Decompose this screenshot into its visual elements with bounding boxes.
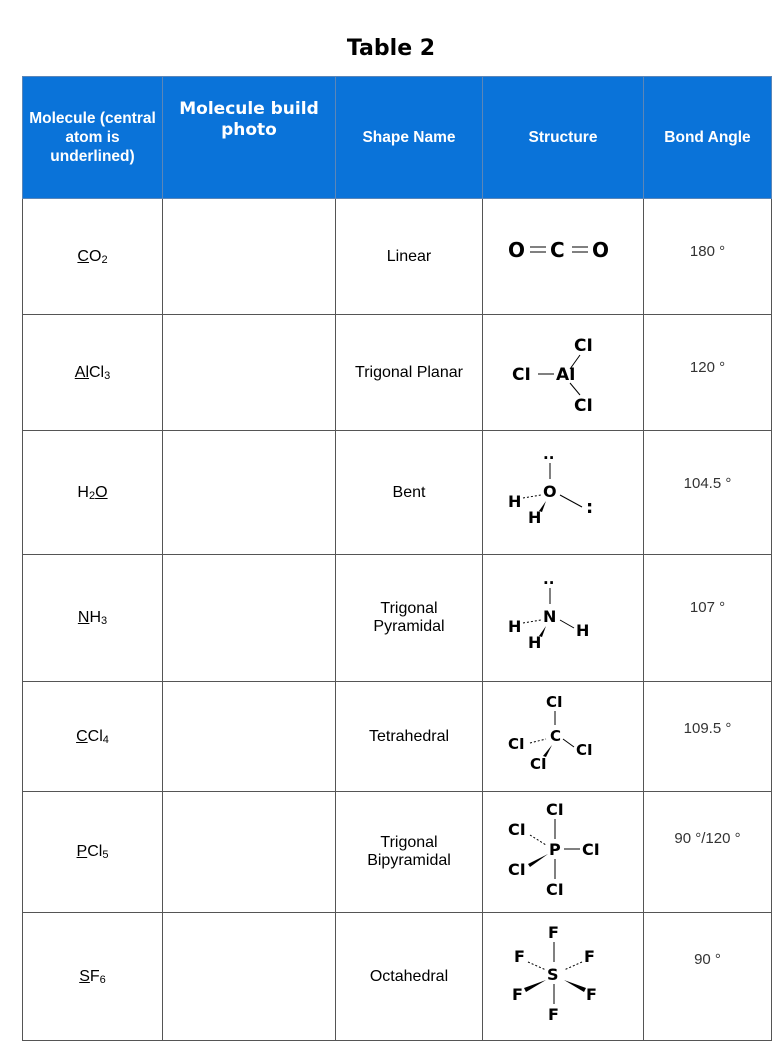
svg-text:F: F [548, 1004, 559, 1024]
molecule-cell: $CO_2$ [23, 199, 163, 315]
svg-text:CI: CI [508, 860, 526, 879]
photo-cell[interactable] [163, 555, 336, 682]
angle-cell: 109.5 ° [644, 682, 772, 792]
svg-text:H: H [508, 617, 522, 636]
header-angle: Bond Angle [644, 77, 772, 199]
angle-cell: 90 °/120 ° [644, 792, 772, 913]
ccl4-structure [488, 689, 638, 785]
sf6-structure [488, 920, 638, 1034]
table-row [23, 913, 772, 1041]
photo-cell[interactable] [163, 792, 336, 913]
svg-text:H: H [576, 621, 590, 640]
svg-text:CI: CI [574, 335, 593, 356]
table-row [23, 792, 772, 913]
table-title: Table 2 [346, 36, 436, 61]
svg-text:O: O [592, 237, 610, 262]
svg-text:CI: CI [546, 880, 564, 899]
svg-text:CI: CI [574, 395, 593, 416]
structure-cell [483, 913, 644, 1041]
co2-structure [488, 227, 638, 287]
structure-cell [483, 555, 644, 682]
svg-text:F: F [512, 984, 523, 1004]
svg-text:CI: CI [508, 734, 525, 753]
table-row [23, 431, 772, 555]
angle-cell: 120 ° [644, 315, 772, 431]
table-row [23, 682, 772, 792]
shape-cell: Trigonal Pyramidal [336, 555, 483, 682]
header-shape: Shape Name [336, 77, 483, 199]
structure-cell [483, 682, 644, 792]
header-molecule: Molecule (central atom is underlined) [23, 77, 163, 199]
svg-text:CI: CI [508, 820, 526, 839]
shape-cell: Bent [336, 431, 483, 555]
photo-cell[interactable] [163, 199, 336, 315]
molecule-cell: $NH_3$ [23, 555, 163, 682]
svg-text:N: N [543, 607, 557, 626]
angle-cell: 90 ° [644, 913, 772, 1041]
shape-cell: Octahedral [336, 913, 483, 1041]
svg-text:F: F [586, 984, 597, 1004]
shape-cell: Trigonal Planar [336, 315, 483, 431]
table-row [23, 555, 772, 682]
h2o-structure [488, 443, 638, 543]
svg-text:F: F [514, 946, 525, 966]
svg-text:..: .. [543, 444, 555, 463]
header-photo: Molecule build photo [163, 77, 336, 199]
svg-text:CI: CI [546, 692, 563, 711]
svg-text:CI: CI [530, 754, 547, 773]
nh3-structure [488, 568, 638, 668]
svg-text:P: P [549, 840, 561, 859]
svg-text:S: S [547, 964, 559, 984]
svg-text:C: C [550, 726, 562, 745]
table-row [23, 315, 772, 431]
svg-text:O: O [543, 481, 557, 501]
svg-text:F: F [548, 922, 559, 942]
svg-text:CI: CI [546, 800, 564, 819]
angle-cell: 104.5 ° [644, 431, 772, 555]
photo-cell[interactable] [163, 315, 336, 431]
header-row [23, 77, 772, 199]
structure-cell [483, 431, 644, 555]
structure-cell [483, 315, 644, 431]
svg-text:O: O [508, 237, 526, 262]
molecule-cell: CCl$_4$ [23, 682, 163, 792]
shape-cell: Tetrahedral [336, 682, 483, 792]
svg-text:H: H [528, 633, 542, 652]
header-structure: Structure [483, 77, 644, 199]
angle-cell: 180 ° [644, 199, 772, 315]
molecule-table [22, 76, 772, 1041]
svg-text:F: F [584, 946, 595, 966]
table-row [23, 199, 772, 315]
photo-cell[interactable] [163, 431, 336, 555]
svg-text:..: .. [543, 570, 555, 588]
molecule-cell: AlCl$_3$ [23, 315, 163, 431]
structure-cell [483, 792, 644, 913]
alcl3-structure [488, 325, 638, 421]
pcl5-structure [488, 797, 638, 907]
svg-text:CI: CI [576, 740, 593, 759]
svg-text:C: C [550, 237, 565, 262]
shape-cell: Linear [336, 199, 483, 315]
svg-text:AI: AI [556, 364, 576, 385]
svg-text:H: H [528, 507, 542, 527]
structure-cell [483, 199, 644, 315]
molecule-cell: $SF_6$ [23, 913, 163, 1041]
photo-cell[interactable] [163, 682, 336, 792]
molecule-cell: PCl$_5$ [23, 792, 163, 913]
shape-cell: Trigonal Bipyramidal [336, 792, 483, 913]
molecule-cell: $H_2O$ [23, 431, 163, 555]
svg-text:CI: CI [582, 840, 600, 859]
svg-text:CI: CI [512, 364, 531, 385]
angle-cell: 107 ° [644, 555, 772, 682]
svg-text:H: H [508, 491, 522, 511]
svg-text::: : [586, 496, 594, 518]
photo-cell[interactable] [163, 913, 336, 1041]
